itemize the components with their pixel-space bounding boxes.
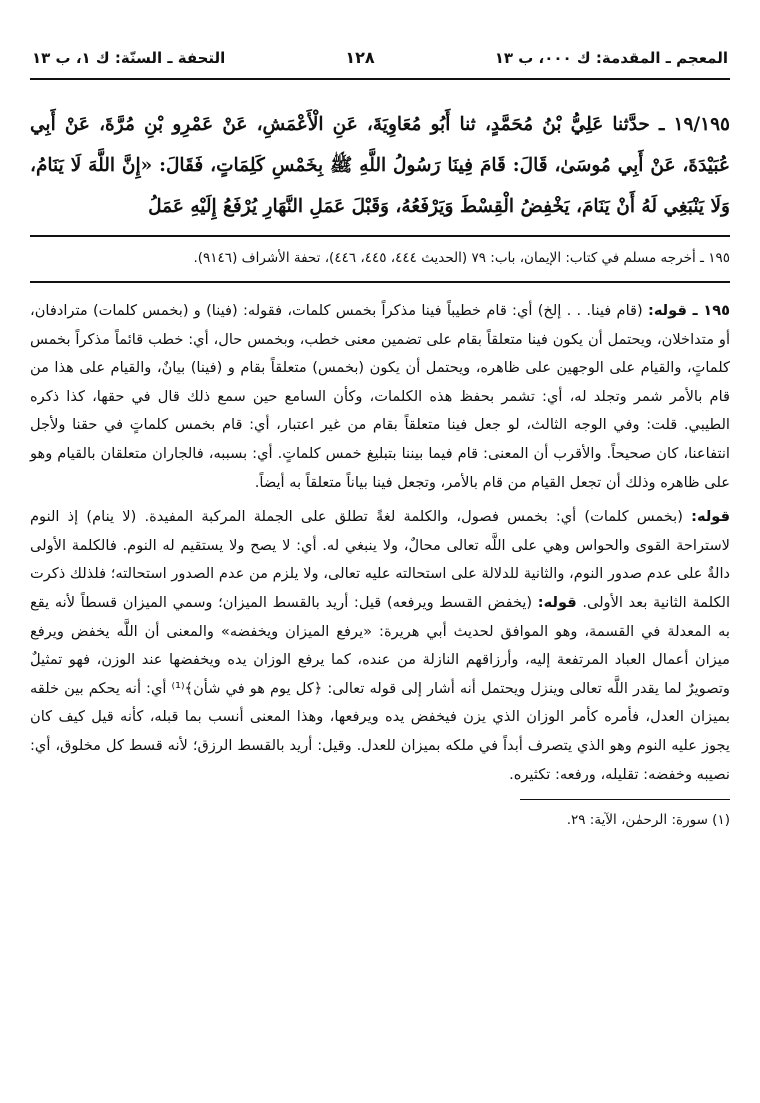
hadith-number: ١٩/١٩٥: [673, 114, 730, 135]
commentary-text: (بخمس كلمات) أي: بخمس فصول، والكلمة لغةً تطلق على الجملة المركبة المفيدة. (لا ينام) إذ النوم لاستراحة القوى والحواس وهي على اللَّه تعالى محالٌ، ولا ينبغي له. أي: لا يصح ولا يستقيم له النوم. فالكلمة الأولى دالةٌ على عدم صدور النوم، والثانية للدلالة على استحالته عليه تعالى، ولا يلزم من عدم الصدور استحالته؛ فلذلك ذكرت الكلمة الثانية بعد الأولى.: [30, 508, 730, 611]
hadith-divider: [30, 235, 730, 237]
commentary-lead: ١٩٥ ـ قوله:: [648, 302, 731, 319]
hadith-text: ـ حدَّثنا عَلِيُّ بْنُ مُحَمَّدٍ، ثنا أَبُو مُعَاوِيَةَ، عَنِ الْأَعْمَشِ، عَنْ عَمْرِو بْنِ مُرَّةَ، عَنْ أَبِي عُبَيْدَةَ، عَنْ أَبِي مُوسَىٰ، قَالَ: قَامَ فِينَا رَسُولُ اللَّهِ ﷺ بِخَمْسِ كَلِمَاتٍ، فَقَالَ: «إِنَّ اللَّهَ لَا يَنَامُ، وَلَا يَنْبَغِي لَهُ أَنْ يَنَامَ، يَخْفِضُ الْقِسْطَ وَيَرْفَعُهُ، وَقَبْلَ عَمَلِ النَّهَارِ يُرْفَعُ إِلَيْهِ عَمَلُ: [30, 114, 730, 217]
footnote-divider: [520, 799, 730, 800]
page-number: ١٢٨: [345, 48, 375, 67]
hadith-text-block: [30, 104, 730, 227]
book-page: [30, 48, 730, 832]
header-right-reference: المعجم ـ المقدمة: ك ٠٠٠، ب ١٣: [494, 49, 728, 67]
commentary-text: (قام فينا. . . إلخ) أي: قام خطيباً فينا مذكراً بخمس كلمات، فقوله: (فينا) و (بخمس كلمات) مترادفان، أو متداخلان، ويحتمل أن يكون فينا متعلقاً بقام على تضمين معنى خطب، وبخمس حال، أي: خطب قائماً مذكراً بخمس كلماتٍ، والقيام على الوجهين على ظاهره، ويحتمل أن يكون (بخمس) متعلقاً بقام و (فينا) بيانٌ، والقيام على هذا من قام بالأمر شمر وتجلد له، أي: تشمر بحفظ هذه الكلمات، وكأن السامع حين سمع ذلك قال في حقها، كذا ذكره الطيبي. قلت: وفي الوجه الثالث، لو جعل فينا متعلقاً بقام من غير اعتبار، أي: قام بخمس كلماتٍ في حقنا ولأجل انتفاعنا، كان صحيحاً. والأقرب أن المعنى: قام فيما بيننا بتبليغ خمس كلماتٍ. أي: بسببه، فالجاران متعلقان بالقيام وهو على ظاهره وذلك أن تجعل القيام من قام بالأمر، وتجعل فينا بياناً متعلقاً به أيضاً.: [30, 302, 730, 491]
running-header: [30, 48, 730, 80]
commentary-text: (يخفض القسط ويرفعه) قيل: أريد بالقسط الميزان؛ وسمي الميزان قسطاً لأنه يقع به المعدلة في القسمة، وهو الموافق لحديث أبي هريرة: «يرفع الميزان ويخفضه» والمعنى أن اللَّه يخفض ويرفع ميزان أعمال العباد المرتفعة إليه، وأرزاقهم النازلة من عنده، كما يرفع الوزان يده ويخفضها عند الوزن، فهو تمثيلٌ وتصويرٌ لما يقدر اللَّه تعالى وينزل ويحتمل أنه أشار إلى قوله تعالى: ﴿كل يوم هو في شأن﴾⁽¹⁾ أي: أنه يحكم بين خلقه بميزان العدل، فأمره كأمر الوزان الذي يزن فيخفض يده ويرفعها، وهذا المعنى أنسب بما قبله، كأنه قيل كيف كان يجوز عليه النوم وهو الذي يتصرف أبداً في ملكه بميزان للعدل. وقيل: أريد بالقسط الرزق؛ لأنه قسط كل مخلوق، أي: نصيبه وخفضه: تقليله، ورفعه: تكثيره.: [30, 593, 730, 783]
commentary-paragraph: [30, 297, 730, 497]
footnote: (١) سورة: الرحمٰن، الآية: ٢٩.: [566, 812, 730, 829]
header-left-reference: التحفة ـ السنّة: ك ١، ب ١٣: [32, 49, 226, 67]
takhrij-note: ١٩٥ ـ أخرجه مسلم في كتاب: الإيمان، باب: ٧٩ (الحديث ٤٤٤، ٤٤٥، ٤٤٦)، تحفة الأشراف (٩١٤٦).: [30, 247, 730, 283]
commentary-section: [30, 297, 730, 789]
commentary-paragraph: [30, 503, 730, 789]
commentary-lead: قوله:: [691, 508, 731, 526]
commentary-lead: قوله:: [537, 593, 577, 611]
